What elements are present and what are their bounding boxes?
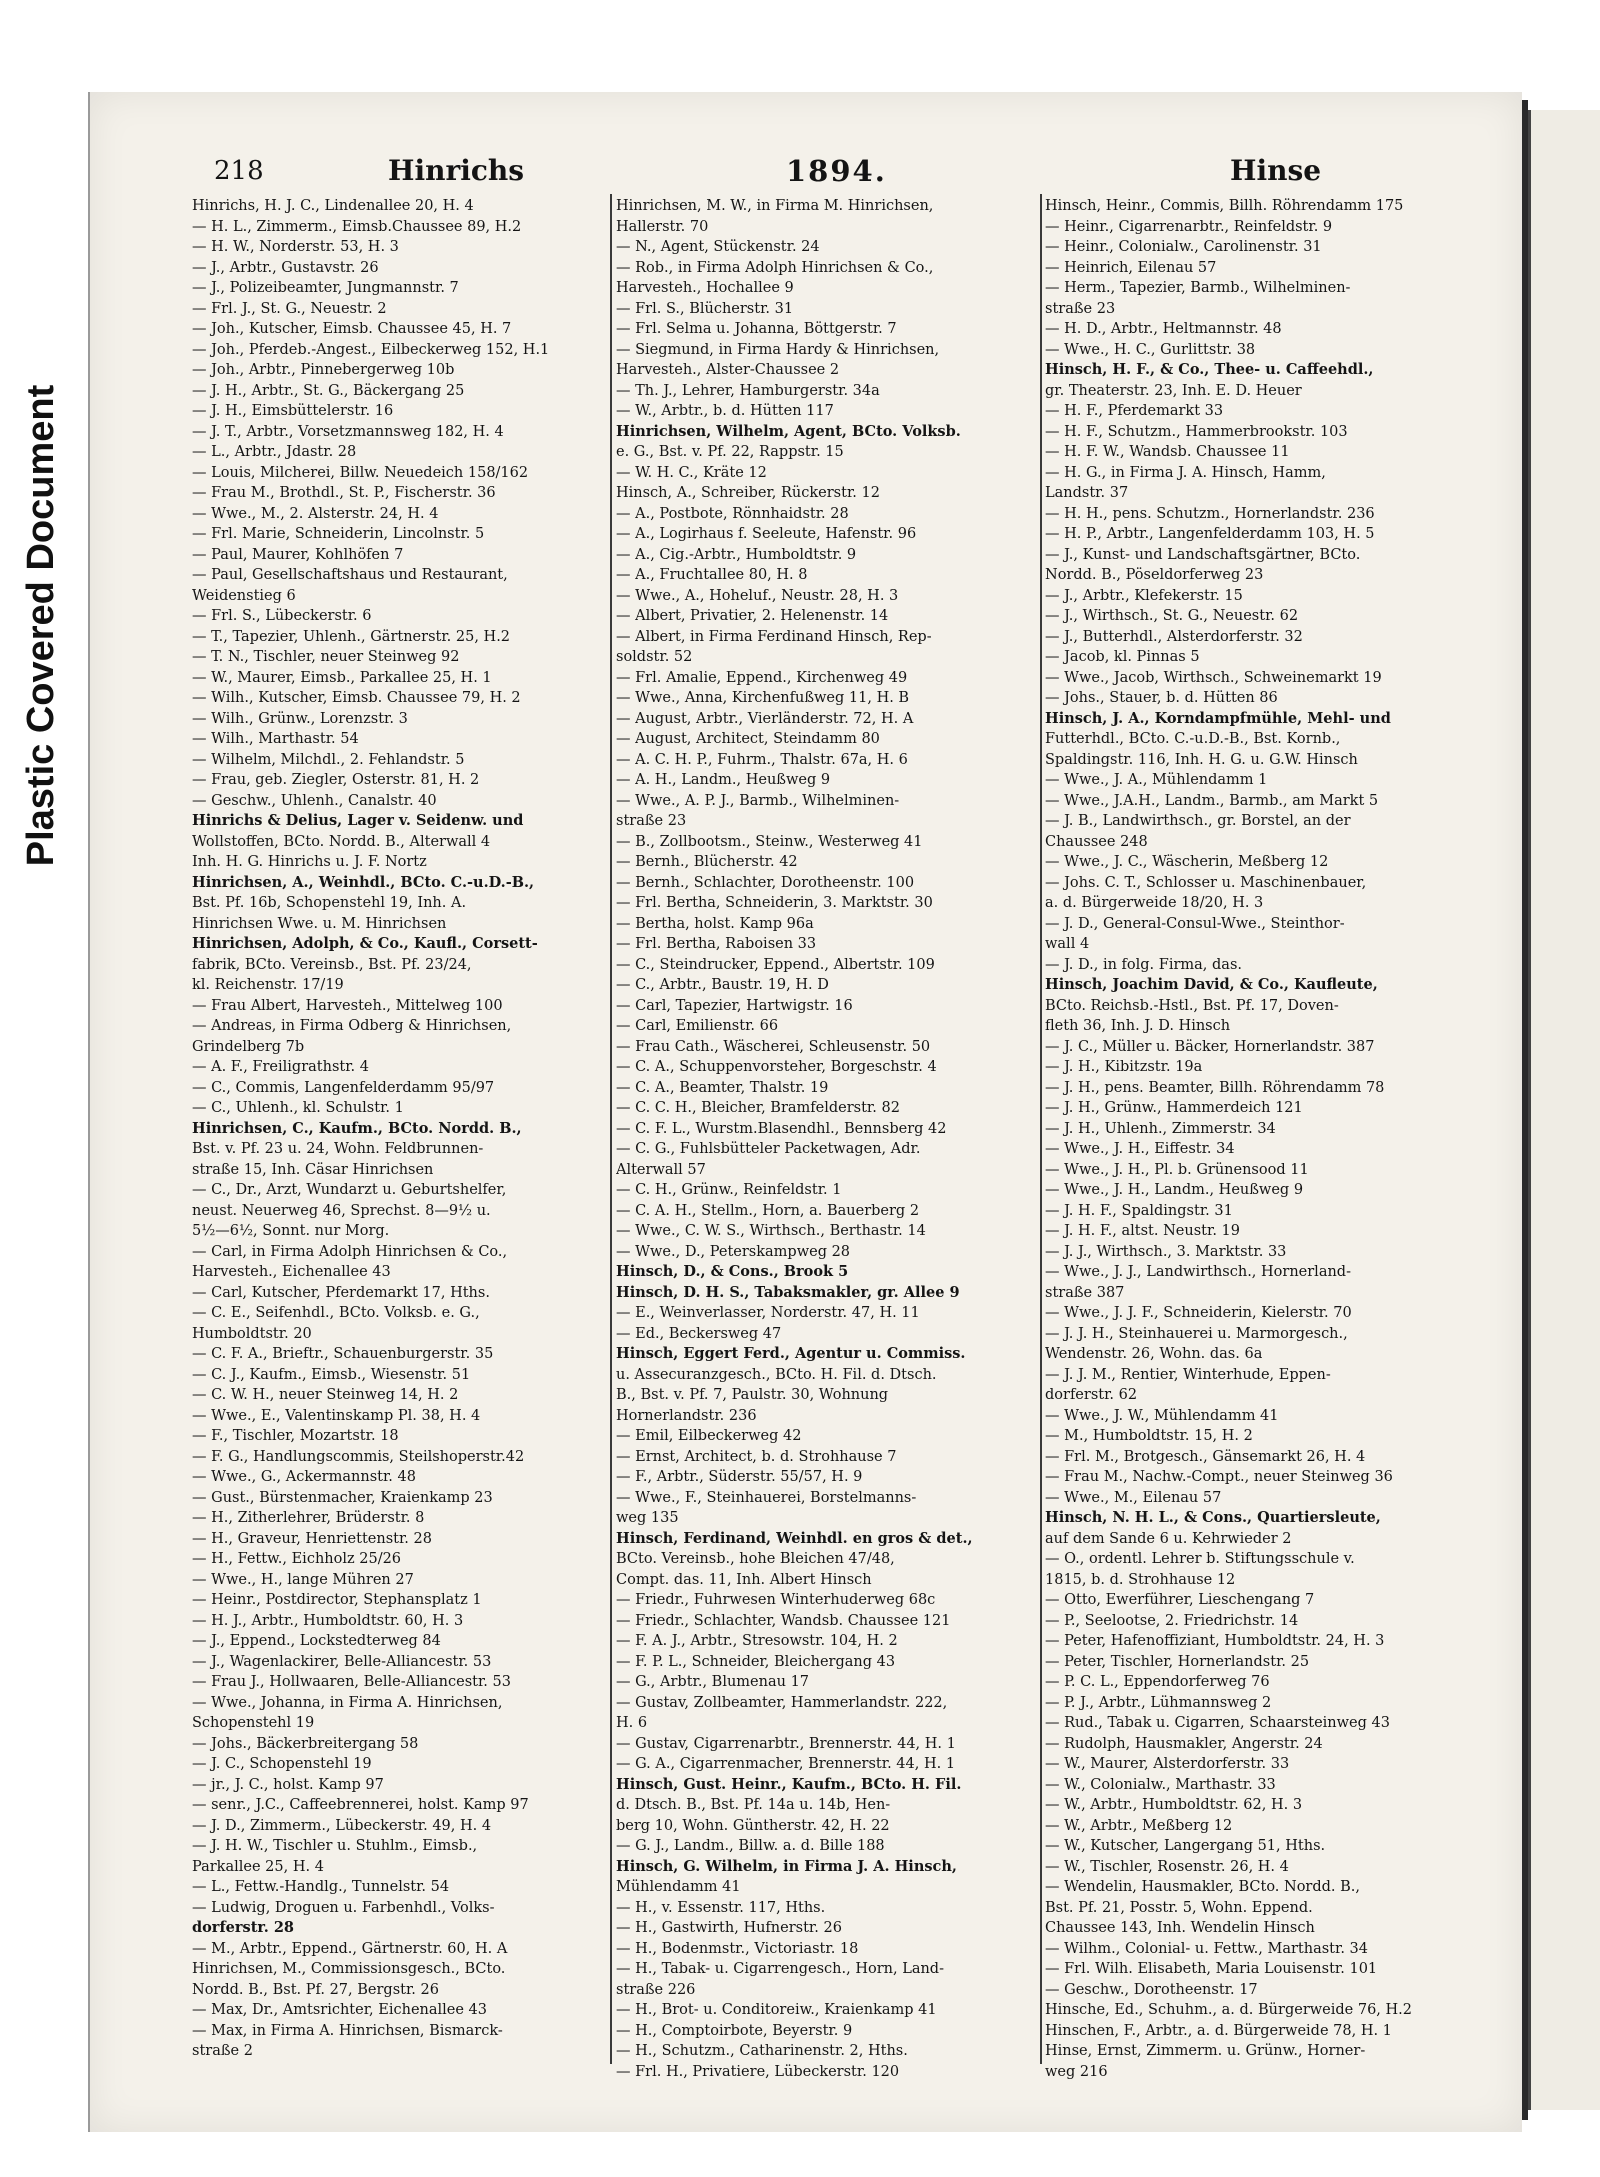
directory-entry-line: — H. H., pens. Schutzm., Hornerlandstr. 236 (1045, 505, 1375, 522)
directory-entry-line: — Joh., Pferdeb.-Angest., Eilbeckerweg 152, H.1 (192, 341, 550, 358)
page-header (126, 152, 1506, 192)
directory-entry-line: — Wilhelm, Milchdl., 2. Fehlandstr. 5 (192, 751, 465, 768)
directory-entry-line: — H., Schutzm., Catharinenstr. 2, Hths. (616, 2043, 908, 2059)
directory-entry-line: — Emil, Eilbeckerweg 42 (616, 1428, 802, 1444)
directory-entry-line: — A., Fruchtallee 80, H. 8 (616, 567, 808, 583)
directory-entry-line: — H. F. W., Wandsb. Chaussee 11 (1045, 444, 1290, 460)
directory-entry-line: — Frl. H., Privatiere, Lübeckerstr. 120 (616, 2063, 900, 2080)
directory-entry-line: — F., Arbtr., Süderstr. 55/57, H. 9 (616, 1469, 863, 1485)
directory-entry-line: Alterwall 57 (616, 1161, 706, 1178)
directory-entry-line: — Peter, Hafenoffiziant, Humboldtstr. 24, H. 3 (1045, 1633, 1385, 1649)
directory-entry-line: — J. C., Müller u. Bäcker, Hornerlandstr. 387 (1045, 1038, 1375, 1055)
side-label-text: Plastic Covered Document (20, 384, 63, 866)
directory-entry-line: — Johs., Bäckerbreitergang 58 (192, 1735, 419, 1752)
directory-entry-line: — H., Tabak- u. Cigarrengesch., Horn, Land- (616, 1961, 944, 1977)
directory-entry-line: e. G., Bst. v. Pf. 22, Rappstr. 15 (616, 444, 844, 460)
directory-entry-line: — Paul, Gesellschaftshaus und Restaurant, (192, 567, 508, 583)
directory-entry-line: — Bernh., Schlachter, Dorotheenstr. 100 (616, 874, 915, 891)
directory-entry-line: — J. D., General-Consul-Wwe., Steinthor- (1045, 915, 1345, 932)
directory-entry-line: — Wwe., Johanna, in Firma A. Hinrichsen, (192, 1694, 503, 1711)
directory-entry-line: — A., Logirhaus f. Seeleute, Hafenstr. 96 (616, 526, 917, 542)
directory-entry-line: Schopenstehl 19 (192, 1715, 315, 1731)
directory-entry-line: Hinsch, H. F., & Co., Thee- u. Caffeehdl., (1045, 361, 1374, 378)
directory-entry-line: — F., Tischler, Mozartstr. 18 (192, 1428, 399, 1444)
directory-entry-line: — M., Arbtr., Eppend., Gärtnerstr. 60, H. A (192, 1940, 508, 1957)
directory-entry-line: — H. F., Pferdemarkt 33 (1045, 403, 1224, 419)
directory-entry-line: — senr., J.C., Caffeebrennerei, holst. Kamp 97 (192, 1797, 529, 1813)
directory-entry-line: — O., ordentl. Lehrer b. Stiftungsschule v. (1045, 1551, 1355, 1567)
directory-entry-line: — J. H. F., altst. Neustr. 19 (1045, 1223, 1240, 1239)
directory-entry-line: Hinrichsen, Adolph, & Co., Kaufl., Corsett- (192, 935, 538, 952)
directory-entry-line: — Wwe., J. J. F., Schneiderin, Kielerstr. 70 (1045, 1305, 1352, 1321)
directory-entry-line: — jr., J. C., holst. Kamp 97 (192, 1776, 384, 1793)
directory-entry-line: — Otto, Ewerführer, Lieschengang 7 (1045, 1592, 1315, 1608)
directory-entry-line: — Frl. S., Blücherstr. 31 (616, 300, 794, 317)
directory-entry-line: — Carl, Emilienstr. 66 (616, 1018, 779, 1034)
directory-entry-line: — Wwe., J. J., Landwirthsch., Hornerland- (1045, 1264, 1351, 1280)
directory-entry-line: Wollstoffen, BCto. Nordd. B., Alterwall 4 (192, 833, 491, 850)
directory-entry-line: — T., Tapezier, Uhlenh., Gärtnerstr. 25, H.2 (192, 628, 511, 645)
directory-entry-line: Chaussee 143, Inh. Wendelin Hinsch (1045, 1920, 1315, 1936)
directory-entry-line: — Frau M., Nachw.-Compt., neuer Steinweg 36 (1045, 1469, 1393, 1485)
directory-entry-line: — Wwe., J. C., Wäscherin, Meßberg 12 (1045, 854, 1329, 870)
directory-entry-line: — Wilh., Grünw., Lorenzstr. 3 (192, 710, 408, 727)
directory-entry-line: weg 135 (616, 1510, 679, 1526)
directory-entry-line: Chaussee 248 (1045, 833, 1148, 850)
directory-entry-line: Wendenstr. 26, Wohn. das. 6a (1045, 1346, 1263, 1362)
directory-entry-line: — Wilh., Marthastr. 54 (192, 731, 359, 747)
directory-entry-line: — C. H., Grünw., Reinfeldstr. 1 (616, 1182, 842, 1198)
directory-entry-line: — H., Graveur, Henriettenstr. 28 (192, 1530, 432, 1547)
page-number: 218 (214, 156, 264, 186)
directory-entry-line: Inh. H. G. Hinrichs u. J. F. Nortz (192, 854, 427, 870)
directory-entry-line: — L., Arbtr., Jdastr. 28 (192, 444, 357, 460)
directory-entry-line: — J., Kunst- und Landschaftsgärtner, BCto. (1045, 546, 1361, 563)
directory-entry-line: — Jacob, kl. Pinnas 5 (1045, 649, 1200, 665)
directory-entry-line: — B., Zollbootsm., Steinw., Westerweg 41 (616, 833, 923, 850)
directory-entry-line: Hinsch, A., Schreiber, Rückerstr. 12 (616, 485, 880, 501)
directory-entry-line: — Frl. J., St. G., Neuestr. 2 (192, 300, 387, 317)
directory-entry-line: — Bernh., Blücherstr. 42 (616, 854, 798, 870)
column-divider (1040, 194, 1042, 2064)
directory-entry-line: — Albert, Privatier, 2. Helenenstr. 14 (616, 608, 889, 624)
directory-entry-line: — J., Arbtr., Gustavstr. 26 (192, 259, 379, 276)
directory-entry-line: — Wwe., G., Ackermannstr. 48 (192, 1469, 416, 1485)
directory-entry-line: fleth 36, Inh. J. D. Hinsch (1045, 1018, 1231, 1034)
directory-entry-line: B., Bst. v. Pf. 7, Paulstr. 30, Wohnung (616, 1387, 889, 1403)
directory-entry-line: — J., Butterhdl., Alsterdorferstr. 32 (1045, 628, 1303, 645)
directory-entry-line: — Frl. Marie, Schneiderin, Lincolnstr. 5 (192, 526, 485, 542)
directory-entry-line: — Wwe., F., Steinhauerei, Borstelmanns- (616, 1489, 917, 1506)
directory-entry-line: BCto. Vereinsb., hohe Bleichen 47/48, (616, 1551, 895, 1567)
directory-entry-line: — Peter, Tischler, Hornerlandstr. 25 (1045, 1653, 1310, 1670)
directory-entry-line: straße 387 (1045, 1284, 1125, 1301)
directory-entry-line: Hornerlandstr. 236 (616, 1407, 757, 1424)
directory-entry-line: — Carl, in Firma Adolph Hinrichsen & Co., (192, 1243, 508, 1260)
directory-entry-line: — C. C. H., Bleicher, Bramfelderstr. 82 (616, 1100, 900, 1116)
directory-entry-line: — J., Wirthsch., St. G., Neuestr. 62 (1045, 608, 1299, 624)
directory-entry-line: — A., Cig.-Arbtr., Humboldtstr. 9 (616, 546, 857, 563)
directory-entry-line: Harvesteh., Hochallee 9 (616, 280, 794, 296)
directory-entry-line: Grindelberg 7b (192, 1038, 305, 1055)
directory-entry-line: — J. J., Wirthsch., 3. Marktstr. 33 (1045, 1243, 1287, 1260)
directory-entry-line: — Frl. Bertha, Raboisen 33 (616, 936, 817, 952)
directory-entry-line: Harvesteh., Eichenallee 43 (192, 1264, 391, 1280)
directory-entry-line: — Frl. M., Brotgesch., Gänsemarkt 26, H. 4 (1045, 1448, 1366, 1465)
directory-entry-line: u. Assecuranzgesch., BCto. H. Fil. d. Dtsch. (616, 1366, 937, 1383)
directory-entry-line: — A., Postbote, Rönnhaidstr. 28 (616, 505, 849, 522)
directory-entry-line: — G., Arbtr., Blumenau 17 (616, 1674, 810, 1690)
directory-column-1 (192, 196, 604, 2062)
directory-entry-line: Hinsch, N. H. L., & Cons., Quartiersleute, (1045, 1509, 1381, 1526)
directory-entry-line: — F. A. J., Arbtr., Stresowstr. 104, H. 2 (616, 1633, 898, 1649)
directory-entry-line: — Ludwig, Droguen u. Farbenhdl., Volks- (192, 1899, 495, 1916)
directory-entry-line: — Geschw., Dorotheenstr. 17 (1045, 1981, 1258, 1998)
directory-entry-line: — Friedr., Schlachter, Wandsb. Chaussee 121 (616, 1612, 951, 1629)
directory-entry-line: — H., v. Essenstr. 117, Hths. (616, 1899, 826, 1916)
directory-entry-line: — Frl. S., Lübeckerstr. 6 (192, 608, 372, 624)
directory-entry-line: fabrik, BCto. Vereinsb., Bst. Pf. 23/24, (192, 956, 472, 973)
directory-entry-line: gr. Theaterstr. 23, Inh. E. D. Heuer (1045, 382, 1302, 399)
directory-entry-line: — Geschw., Uhlenh., Canalstr. 40 (192, 792, 437, 809)
directory-entry-line: — J., Eppend., Lockstedterweg 84 (192, 1633, 441, 1649)
directory-entry-line: — Frau Albert, Harvesteh., Mittelweg 100 (192, 997, 503, 1014)
directory-entry-line: — G. A., Cigarrenmacher, Brennerstr. 44, H. 1 (616, 1756, 956, 1772)
directory-entry-line: straße 15, Inh. Cäsar Hinrichsen (192, 1161, 434, 1178)
directory-entry-line: — W. H. C., Kräte 12 (616, 464, 767, 481)
directory-entry-line: — Wwe., M., 2. Alsterstr. 24, H. 4 (192, 505, 439, 522)
directory-entry-line: — Wwe., J.A.H., Landm., Barmb., am Markt 5 (1045, 792, 1379, 809)
directory-entry-line: — Gust., Bürstenmacher, Kraienkamp 23 (192, 1489, 493, 1506)
directory-entry-line: — W., Kutscher, Langergang 51, Hths. (1045, 1838, 1326, 1854)
directory-entry-line: — Wwe., D., Peterskampweg 28 (616, 1243, 851, 1260)
directory-entry-line: — Johs., Stauer, b. d. Hütten 86 (1045, 690, 1278, 706)
directory-entry-line: — P. J., Arbtr., Lühmannsweg 2 (1045, 1694, 1272, 1711)
directory-entry-line: Hinrichsen, M. W., in Firma M. Hinrichsen, (616, 198, 934, 214)
directory-entry-line: Hinsch, Heinr., Commis, Billh. Röhrendamm 175 (1045, 198, 1404, 214)
directory-entry-line: Hinschen, F., Arbtr., a. d. Bürgerweide 78, H. 1 (1045, 2022, 1392, 2039)
directory-entry-line: — A. H., Landm., Heußweg 9 (616, 772, 831, 788)
directory-entry-line: — Max, in Firma A. Hinrichsen, Bismarck- (192, 2022, 503, 2039)
directory-entry-line: Hallerstr. 70 (616, 218, 709, 235)
directory-entry-line: Hinsch, Joachim David, & Co., Kaufleute, (1045, 976, 1378, 993)
directory-entry-line: — Andreas, in Firma Odberg & Hinrichsen, (192, 1018, 512, 1034)
directory-entry-line: — J., Polizeibeamter, Jungmannstr. 7 (192, 280, 459, 296)
directory-entry-line: Hinsch, Gust. Heinr., Kaufm., BCto. H. Fil. (616, 1775, 962, 1793)
directory-entry-line: — C., Dr., Arzt, Wundarzt u. Geburtshelfer, (192, 1182, 507, 1198)
directory-entry-line: Nordd. B., Bst. Pf. 27, Bergstr. 26 (192, 1981, 439, 1998)
directory-entry-line: — J. B., Landwirthsch., gr. Borstel, an der (1045, 813, 1351, 829)
directory-entry-line: Hinrichsen, Wilhelm, Agent, BCto. Volksb. (616, 422, 961, 440)
directory-entry-line: Hinsch, D. H. S., Tabaksmakler, gr. Allee 9 (616, 1283, 960, 1301)
directory-entry-line: — Wwe., Anna, Kirchenfußweg 11, H. B (616, 690, 910, 706)
directory-entry-line: — M., Humboldtstr. 15, H. 2 (1045, 1428, 1253, 1444)
directory-entry-line: — Wwe., J. W., Mühlendamm 41 (1045, 1407, 1279, 1424)
directory-entry-line: Hinse, Ernst, Zimmerm. u. Grünw., Horner- (1045, 2043, 1366, 2059)
directory-entry-line: — Carl, Tapezier, Hartwigstr. 16 (616, 997, 853, 1014)
directory-entry-line: — Carl, Kutscher, Pferdemarkt 17, Hths. (192, 1284, 490, 1301)
directory-entry-line: — Max, Dr., Amtsrichter, Eichenallee 43 (192, 2002, 488, 2018)
directory-entry-line: Hinsch, J. A., Korndampfmühle, Mehl- und (1045, 709, 1391, 727)
directory-entry-line: neust. Neuerweg 46, Sprechst. 8—9½ u. (192, 1202, 491, 1219)
directory-entry-line: — W., Arbtr., Humboldtstr. 62, H. 3 (1045, 1797, 1303, 1813)
directory-entry-line: — W., Arbtr., Meßberg 12 (1045, 1817, 1233, 1834)
directory-entry-line: — J. J. H., Steinhauerei u. Marmorgesch., (1045, 1325, 1348, 1342)
directory-entry-line: 5½—6½, Sonnt. nur Morg. (192, 1223, 390, 1239)
directory-entry-line: — J. H. F., Spaldingstr. 31 (1045, 1202, 1233, 1219)
directory-entry-line: kl. Reichenstr. 17/19 (192, 977, 344, 993)
directory-entry-line: Bst. Pf. 16b, Schopenstehl 19, Inh. A. (192, 895, 467, 911)
directory-entry-line: Humboldtstr. 20 (192, 1325, 312, 1342)
directory-entry-line: — C. F. A., Brieftr., Schauenburgerstr. 35 (192, 1346, 494, 1362)
directory-entry-line: — J. D., in folg. Firma, das. (1045, 956, 1242, 973)
directory-entry-line: — Heinr., Postdirector, Stephansplatz 1 (192, 1592, 482, 1608)
directory-entry-line: — Ernst, Architect, b. d. Strohhause 7 (616, 1448, 897, 1465)
directory-entry-line: — C., Steindrucker, Eppend., Albertstr. 109 (616, 956, 935, 973)
directory-entry-line: — Wwe., M., Eilenau 57 (1045, 1489, 1222, 1506)
directory-entry-line: — Wwe., A. P. J., Barmb., Wilhelminen- (616, 792, 900, 809)
directory-entry-line: Hinsch, D., & Cons., Brook 5 (616, 1263, 849, 1280)
directory-entry-line: berg 10, Wohn. Güntherstr. 42, H. 22 (616, 1817, 890, 1834)
directory-entry-line: — J. H., Grünw., Hammerdeich 121 (1045, 1100, 1303, 1116)
directory-entry-line: — T. N., Tischler, neuer Steinweg 92 (192, 649, 460, 665)
directory-entry-line: — Rud., Tabak u. Cigarren, Schaarsteinweg 43 (1045, 1715, 1390, 1731)
directory-entry-line: — Wwe., A., Hoheluf., Neustr. 28, H. 3 (616, 587, 899, 604)
directory-entry-line: — Frl. Wilh. Elisabeth, Maria Louisenstr. 101 (1045, 1961, 1378, 1977)
directory-entry-line: — Albert, in Firma Ferdinand Hinsch, Rep- (616, 628, 932, 645)
directory-entry-line: — H. J., Arbtr., Humboldtstr. 60, H. 3 (192, 1612, 464, 1629)
directory-entry-line: — A. F., Freiligrathstr. 4 (192, 1059, 369, 1075)
directory-entry-line: — Frau J., Hollwaaren, Belle-Alliancestr. 53 (192, 1674, 511, 1690)
directory-entry-line: Mühlendamm 41 (616, 1879, 741, 1895)
directory-entry-line: — Siegmund, in Firma Hardy & Hinrichsen, (616, 341, 940, 358)
directory-entry-line: Landstr. 37 (1045, 485, 1129, 501)
directory-entry-line: — Wendelin, Hausmakler, BCto. Nordd. B., (1045, 1879, 1361, 1895)
directory-entry-line: — H. P., Arbtr., Langenfelderdamm 103, H. 5 (1045, 526, 1375, 542)
directory-entry-line: straße 23 (616, 813, 687, 829)
directory-entry-line: — Wwe., J. A., Mühlendamm 1 (1045, 772, 1268, 788)
directory-entry-line: — Wwe., Jacob, Wirthsch., Schweinemarkt 19 (1045, 669, 1382, 686)
directory-entry-line: — C. F. L., Wurstm.Blasendhl., Bennsberg 42 (616, 1120, 947, 1137)
directory-entry-line: — P., Seelootse, 2. Friedrichstr. 14 (1045, 1612, 1299, 1629)
directory-entry-line: — W., Maurer, Alsterdorferstr. 33 (1045, 1756, 1290, 1772)
directory-entry-line: Hinsch, G. Wilhelm, in Firma J. A. Hinsch, (616, 1857, 957, 1875)
directory-entry-line: — H., Brot- u. Conditoreiw., Kraienkamp 41 (616, 2002, 937, 2018)
directory-entry-line: — Frau, geb. Ziegler, Osterstr. 81, H. 2 (192, 772, 480, 788)
directory-entry-line: Hinrichsen, C., Kaufm., BCto. Nordd. B., (192, 1119, 522, 1137)
directory-entry-line: — C. A., Schuppenvorsteher, Borgeschstr. 4 (616, 1059, 937, 1075)
directory-entry-line: auf dem Sande 6 u. Kehrwieder 2 (1045, 1530, 1292, 1547)
directory-entry-line: — H., Comptoirbote, Beyerstr. 9 (616, 2022, 853, 2039)
column-divider (610, 194, 612, 2064)
directory-entry-line: — Wwe., H., lange Mühren 27 (192, 1571, 414, 1588)
directory-entry-line: — Gustav, Zollbeamter, Hammerlandstr. 222, (616, 1694, 948, 1711)
directory-entry-line: Bst. Pf. 21, Posstr. 5, Wohn. Eppend. (1045, 1899, 1313, 1916)
directory-entry-line: — W., Arbtr., b. d. Hütten 117 (616, 403, 834, 419)
directory-entry-line: — Rob., in Firma Adolph Hinrichsen & Co., (616, 259, 934, 276)
directory-entry-line: — C., Arbtr., Baustr. 19, H. D (616, 977, 829, 993)
directory-entry-line: Harvesteh., Alster-Chaussee 2 (616, 362, 840, 378)
directory-entry-line: Hinrichsen, M., Commissionsgesch., BCto. (192, 1961, 506, 1977)
directory-entry-line: — Heinr., Cigarrenarbtr., Reinfeldstr. 9 (1045, 218, 1333, 235)
adjacent-page (1528, 110, 1600, 2110)
directory-entry-line: — C., Uhlenh., kl. Schulstr. 1 (192, 1100, 404, 1116)
directory-entry-line: straße 2 (192, 2043, 253, 2059)
directory-entry-line: — Wwe., E., Valentinskamp Pl. 38, H. 4 (192, 1407, 481, 1424)
directory-entry-line: — Wwe., J. H., Pl. b. Grünensood 11 (1045, 1161, 1309, 1178)
directory-entry-line: — C. A., Beamter, Thalstr. 19 (616, 1079, 829, 1096)
directory-entry-line: — Wwe., H. C., Gurlittstr. 38 (1045, 341, 1256, 358)
header-year: 1894. (786, 154, 887, 188)
directory-entry-line: soldstr. 52 (616, 649, 693, 665)
side-label (6, 300, 78, 950)
directory-entry-line: — H. L., Zimmerm., Eimsb.Chaussee 89, H.2 (192, 218, 522, 235)
directory-entry-line: — H., Zitherlehrer, Brüderstr. 8 (192, 1510, 425, 1526)
directory-entry-line: straße 226 (616, 1981, 696, 1998)
directory-entry-line: — J. H., Eimsbüttelerstr. 16 (192, 403, 394, 419)
directory-entry-line: — W., Colonialw., Marthastr. 33 (1045, 1776, 1276, 1793)
directory-entry-line: — C., Commis, Langenfelderdamm 95/97 (192, 1079, 495, 1096)
directory-entry-line: BCto. Reichsb.-Hstl., Bst. Pf. 17, Doven- (1045, 997, 1339, 1014)
directory-entry-line: — H., Fettw., Eichholz 25/26 (192, 1551, 402, 1567)
directory-entry-line: 1815, b. d. Strohhause 12 (1045, 1571, 1236, 1588)
directory-entry-line: — J. H., Arbtr., St. G., Bäckergang 25 (192, 382, 465, 399)
directory-entry-line: — J. J. M., Rentier, Winterhude, Eppen- (1045, 1366, 1331, 1383)
directory-entry-line: — Joh., Kutscher, Eimsb. Chaussee 45, H. 7 (192, 321, 512, 337)
directory-entry-line: — Gustav, Cigarrenarbtr., Brennerstr. 44, H. 1 (616, 1735, 956, 1752)
directory-entry-line: d. Dtsch. B., Bst. Pf. 14a u. 14b, Hen- (616, 1797, 891, 1813)
directory-entry-line: weg 216 (1045, 2063, 1108, 2080)
directory-entry-line: — C. E., Seifenhdl., BCto. Volksb. e. G., (192, 1305, 480, 1321)
directory-entry-line: Compt. das. 11, Inh. Albert Hinsch (616, 1571, 872, 1588)
left-header-title: Hinrichs (388, 154, 525, 187)
directory-entry-line: — August, Arbtr., Vierländerstr. 72, H. A (616, 710, 914, 727)
directory-entry-line: Hinrichs & Delius, Lager v. Seidenw. und (192, 812, 524, 829)
directory-entry-line: — Frau Cath., Wäscherei, Schleusenstr. 50 (616, 1038, 931, 1055)
directory-entry-line: dorferstr. 62 (1045, 1387, 1138, 1403)
directory-entry-line: — Friedr., Fuhrwesen Winterhuderweg 68c (616, 1592, 936, 1608)
directory-entry-line: — E., Weinverlasser, Norderstr. 47, H. 11 (616, 1305, 920, 1321)
directory-entry-line: — W., Tischler, Rosenstr. 26, H. 4 (1045, 1858, 1289, 1875)
directory-entry-line: Hinsch, Ferdinand, Weinhdl. en gros & det., (616, 1529, 973, 1547)
directory-entry-line: — C. J., Kaufm., Eimsb., Wiesenstr. 51 (192, 1366, 471, 1383)
directory-entry-line: Bst. v. Pf. 23 u. 24, Wohn. Feldbrunnen- (192, 1141, 484, 1157)
directory-entry-line: Hinrichs, H. J. C., Lindenallee 20, H. 4 (192, 198, 474, 214)
directory-entry-line: — J. C., Schopenstehl 19 (192, 1756, 372, 1772)
directory-entry-line: — Heinr., Colonialw., Carolinenstr. 31 (1045, 239, 1322, 255)
directory-entry-line: Hinsche, Ed., Schuhm., a. d. Bürgerweide 76, H.2 (1045, 2002, 1412, 2018)
directory-entry-line: H. 6 (616, 1715, 648, 1731)
directory-entry-line: Hinsch, Eggert Ferd., Agentur u. Commiss. (616, 1345, 966, 1362)
directory-entry-line: — Wwe., C. W. S., Wirthsch., Berthastr. 14 (616, 1223, 926, 1239)
directory-entry-line: — Bertha, holst. Kamp 96a (616, 915, 814, 932)
directory-entry-line: dorferstr. 28 (192, 1919, 294, 1936)
directory-entry-line: — Heinrich, Eilenau 57 (1045, 259, 1217, 276)
directory-entry-line: — Wilhm., Colonial- u. Fettw., Marthastr. 34 (1045, 1940, 1368, 1957)
directory-entry-line: — J. D., Zimmerm., Lübeckerstr. 49, H. 4 (192, 1817, 492, 1834)
directory-entry-line: Spaldingstr. 116, Inh. H. G. u. G.W. Hinsch (1045, 751, 1358, 768)
directory-entry-line: — Wilh., Kutscher, Eimsb. Chaussee 79, H. 2 (192, 690, 521, 706)
directory-entry-line: — Frl. Bertha, Schneiderin, 3. Marktstr. 30 (616, 895, 933, 911)
directory-entry-line: — F. G., Handlungscommis, Steilshoperstr.42 (192, 1448, 525, 1465)
directory-entry-line: — C. W. H., neuer Steinweg 14, H. 2 (192, 1387, 459, 1403)
directory-entry-line: — G. J., Landm., Billw. a. d. Bille 188 (616, 1838, 885, 1854)
directory-entry-line: — Ed., Beckersweg 47 (616, 1325, 782, 1342)
directory-entry-line: — Joh., Arbtr., Pinnebergerweg 10b (192, 362, 455, 378)
directory-entry-line: wall 4 (1045, 936, 1090, 952)
directory-entry-line: Nordd. B., Pöseldorferweg 23 (1045, 567, 1264, 583)
directory-entry-line: — Paul, Maurer, Kohlhöfen 7 (192, 546, 404, 563)
directory-entry-line: Weidenstieg 6 (192, 587, 296, 604)
right-header-title: Hinse (1230, 154, 1322, 187)
directory-entry-line: — H. F., Schutzm., Hammerbrookstr. 103 (1045, 423, 1348, 440)
directory-entry-line: — H. W., Norderstr. 53, H. 3 (192, 239, 399, 255)
directory-entry-line: — Johs. C. T., Schlosser u. Maschinenbauer, (1045, 874, 1367, 891)
directory-entry-line: — N., Agent, Stückenstr. 24 (616, 239, 820, 255)
directory-entry-line: — A. C. H. P., Fuhrm., Thalstr. 67a, H. 6 (616, 751, 908, 768)
directory-entry-line: — Rudolph, Hausmakler, Angerstr. 24 (1045, 1735, 1323, 1752)
directory-entry-line: — H., Gastwirth, Hufnerstr. 26 (616, 1920, 842, 1936)
directory-entry-line: — Frau M., Brothdl., St. P., Fischerstr. 36 (192, 485, 496, 501)
directory-entry-line: — C. G., Fuhlsbütteler Packetwagen, Adr. (616, 1141, 921, 1157)
directory-entry-line: — Louis, Milcherei, Billw. Neuedeich 158/162 (192, 464, 529, 481)
directory-entry-line: — Wwe., J. H., Landm., Heußweg 9 (1045, 1182, 1304, 1198)
directory-entry-line: — Wwe., J. H., Eiffestr. 34 (1045, 1141, 1235, 1157)
directory-entry-line: — H. G., in Firma J. A. Hinsch, Hamm, (1045, 464, 1326, 481)
directory-entry-line: — August, Architect, Steindamm 80 (616, 731, 880, 747)
directory-entry-line: straße 23 (1045, 300, 1116, 317)
directory-entry-line: Hinrichsen Wwe. u. M. Hinrichsen (192, 915, 447, 932)
directory-entry-line: — Herm., Tapezier, Barmb., Wilhelminen- (1045, 280, 1351, 296)
directory-entry-line: — Th. J., Lehrer, Hamburgerstr. 34a (616, 382, 880, 399)
directory-entry-line: — P. C. L., Eppendorferweg 76 (1045, 1674, 1270, 1690)
directory-entry-line: — J. H., pens. Beamter, Billh. Röhrendamm 78 (1045, 1079, 1385, 1096)
directory-entry-line: — J., Arbtr., Klefekerstr. 15 (1045, 587, 1243, 604)
directory-entry-line: — C. A. H., Stellm., Horn, a. Bauerberg 2 (616, 1202, 920, 1219)
directory-entry-line: — F. P. L., Schneider, Bleichergang 43 (616, 1653, 896, 1670)
directory-entry-line: — J. H. W., Tischler u. Stuhlm., Eimsb., (192, 1838, 478, 1854)
directory-column-3 (1045, 196, 1465, 2082)
directory-entry-line: — H., Bodenmstr., Victoriastr. 18 (616, 1940, 859, 1957)
directory-entry-line: — J. H., Uhlenh., Zimmerstr. 34 (1045, 1120, 1276, 1137)
directory-entry-line: — L., Fettw.-Handlg., Tunnelstr. 54 (192, 1879, 450, 1895)
directory-entry-line: — J., Wagenlackirer, Belle-Alliancestr. 53 (192, 1653, 492, 1670)
directory-entry-line: a. d. Bürgerweide 18/20, H. 3 (1045, 895, 1264, 911)
directory-entry-line: Hinrichsen, A., Weinhdl., BCto. C.-u.D.-B., (192, 873, 535, 891)
directory-entry-line: — Frl. Amalie, Eppend., Kirchenweg 49 (616, 669, 908, 686)
directory-entry-line: — W., Maurer, Eimsb., Parkallee 25, H. 1 (192, 669, 492, 686)
directory-entry-line: Futterhdl., BCto. C.-u.D.-B., Bst. Kornb., (1045, 731, 1341, 747)
directory-entry-line: — Frl. Selma u. Johanna, Böttgerstr. 7 (616, 321, 897, 337)
directory-entry-line: — J. T., Arbtr., Vorsetzmannsweg 182, H. 4 (192, 423, 504, 440)
directory-entry-line: Parkallee 25, H. 4 (192, 1858, 324, 1875)
directory-entry-line: — H. D., Arbtr., Heltmannstr. 48 (1045, 321, 1282, 337)
directory-entry-line: — J. H., Kibitzstr. 19a (1045, 1059, 1203, 1075)
directory-column-2 (616, 196, 1034, 2082)
